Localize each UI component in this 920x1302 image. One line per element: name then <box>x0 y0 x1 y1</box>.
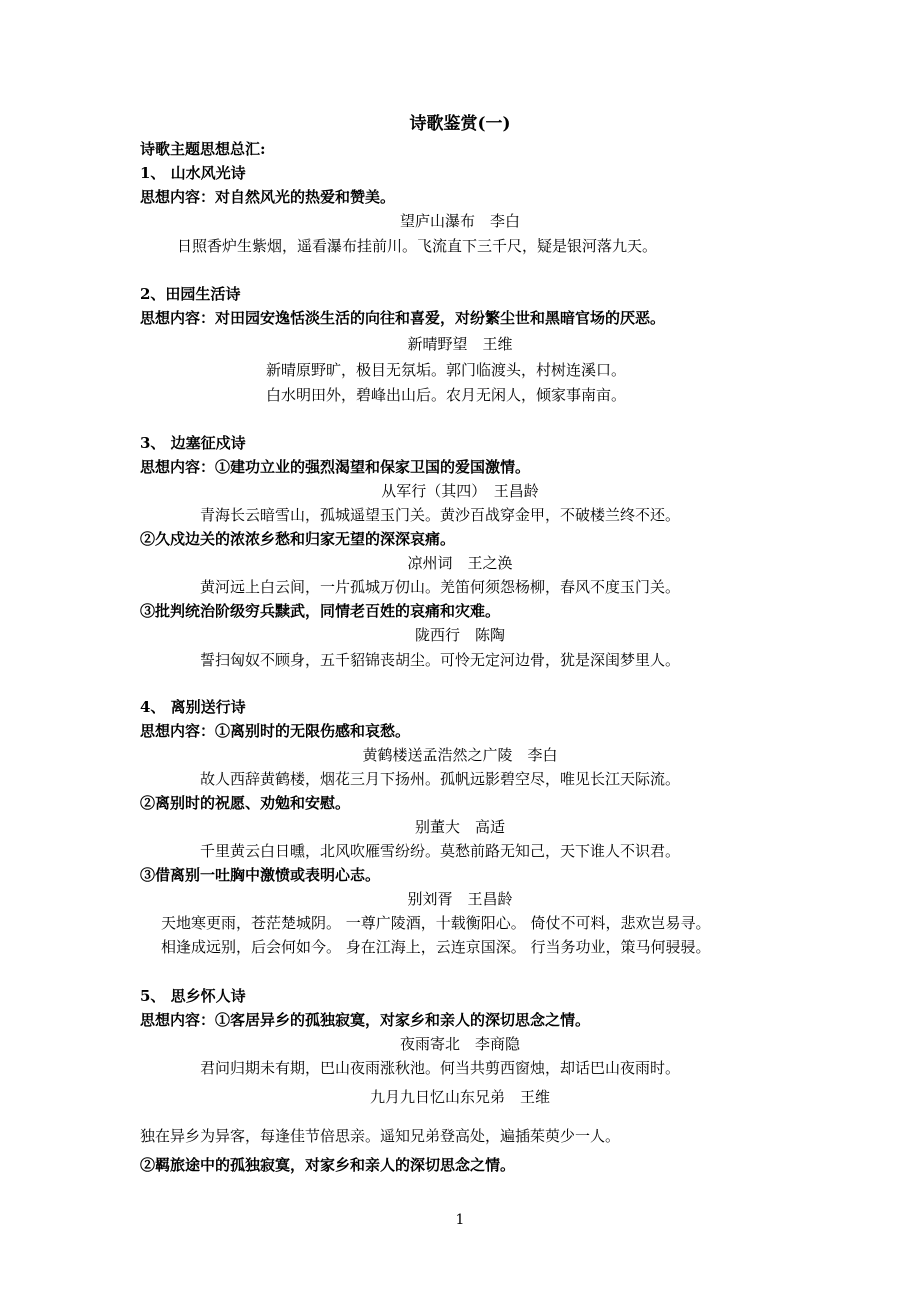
poem-text: 君问归期未有期，巴山夜雨涨秋池。何当共剪西窗烛，却话巴山夜雨时。 <box>200 1059 681 1077</box>
category-heading: 2、田园生活诗 <box>140 285 241 303</box>
poem-title: 新晴野望 王维 <box>407 335 513 353</box>
poem-text: 独在异乡为异客，每逢佳节倍思亲。遥知兄弟登高处，遍插茱萸少一人。 <box>140 1127 621 1145</box>
theme-text: ③批判统治阶级穷兵黩武，同情老百姓的哀痛和灾难。 <box>140 602 501 620</box>
section-heading: 诗歌主题思想总汇: <box>140 140 266 158</box>
poem-text: 相逢成远别，后会何如今。 身在江海上，云连京国深。 行当务功业，策马何骎骎。 <box>161 938 711 956</box>
theme-text: ③借离别一吐胸中激愤或表明心志。 <box>140 866 381 884</box>
poem-text: 黄河远上白云间，一片孤城万仞山。羌笛何须怨杨柳，春风不度玉门关。 <box>200 578 681 596</box>
poem-text: 故人西辞黄鹤楼，烟花三月下扬州。孤帆远影碧空尽，唯见长江天际流。 <box>200 770 681 788</box>
poem-title: 别刘胥 王昌龄 <box>407 890 513 908</box>
category-heading: 4、 离别送行诗 <box>140 698 246 716</box>
poem-text: 青海长云暗雪山，孤城遥望玉门关。黄沙百战穿金甲，不破楼兰终不还。 <box>200 506 681 524</box>
poem-text: 新晴原野旷，极目无氛垢。郭门临渡头，村树连溪口。 <box>266 361 627 379</box>
poem-text: 誓扫匈奴不顾身，五千貂锦丧胡尘。可怜无定河边骨，犹是深闺梦里人。 <box>200 651 681 669</box>
theme-text: 思想内容：①建功立业的强烈渴望和保家卫国的爱国激情。 <box>140 458 531 476</box>
poem-title: 别董大 高适 <box>414 818 505 836</box>
poem-text: 天地寒更雨，苍茫楚城阴。 一尊广陵酒，十载衡阳心。 倚仗不可料，悲欢岂易寻。 <box>161 914 711 932</box>
theme-text: ②羁旅途中的孤独寂寞，对家乡和亲人的深切思念之情。 <box>140 1156 516 1174</box>
theme-text: ②离别时的祝愿、劝勉和安慰。 <box>140 794 351 812</box>
poem-text: 白水明田外，碧峰出山后。农月无闲人，倾家事南亩。 <box>266 386 627 404</box>
page-number: 1 <box>455 1212 465 1228</box>
category-heading: 3、 边塞征戍诗 <box>140 434 246 452</box>
theme-text: ②久戍边关的浓浓乡愁和归家无望的深深哀痛。 <box>140 530 456 548</box>
poem-text: 日照香炉生紫烟，遥看瀑布挂前川。飞流直下三千尺，疑是银河落九天。 <box>177 237 658 255</box>
theme-text: 思想内容：①离别时的无限伤感和哀愁。 <box>140 722 411 740</box>
theme-text: 思想内容：对田园安逸恬淡生活的向往和喜爱，对纷繁尘世和黑暗官场的厌恶。 <box>140 309 666 327</box>
poem-title: 从军行（其四） 王昌龄 <box>381 482 539 500</box>
poem-title: 凉州词 王之涣 <box>407 554 513 572</box>
poem-title: 黄鹤楼送孟浩然之广陵 李白 <box>362 746 558 764</box>
poem-title: 望庐山瀑布 李白 <box>399 212 520 230</box>
poem-title: 九月九日忆山东兄弟 王维 <box>369 1088 550 1106</box>
category-heading: 1、 山水风光诗 <box>140 164 246 182</box>
category-heading: 5、 思乡怀人诗 <box>140 987 246 1005</box>
poem-title: 夜雨寄北 李商隐 <box>399 1035 520 1053</box>
theme-text: 思想内容：①客居异乡的孤独寂寞，对家乡和亲人的深切思念之情。 <box>140 1011 591 1029</box>
page-title: 诗歌鉴赏(一) <box>409 114 511 134</box>
poem-title: 陇西行 陈陶 <box>414 626 505 644</box>
theme-text: 思想内容：对自然风光的热爱和赞美。 <box>140 188 396 206</box>
poem-text: 千里黄云白日曛，北风吹雁雪纷纷。莫愁前路无知己，天下谁人不识君。 <box>200 842 681 860</box>
